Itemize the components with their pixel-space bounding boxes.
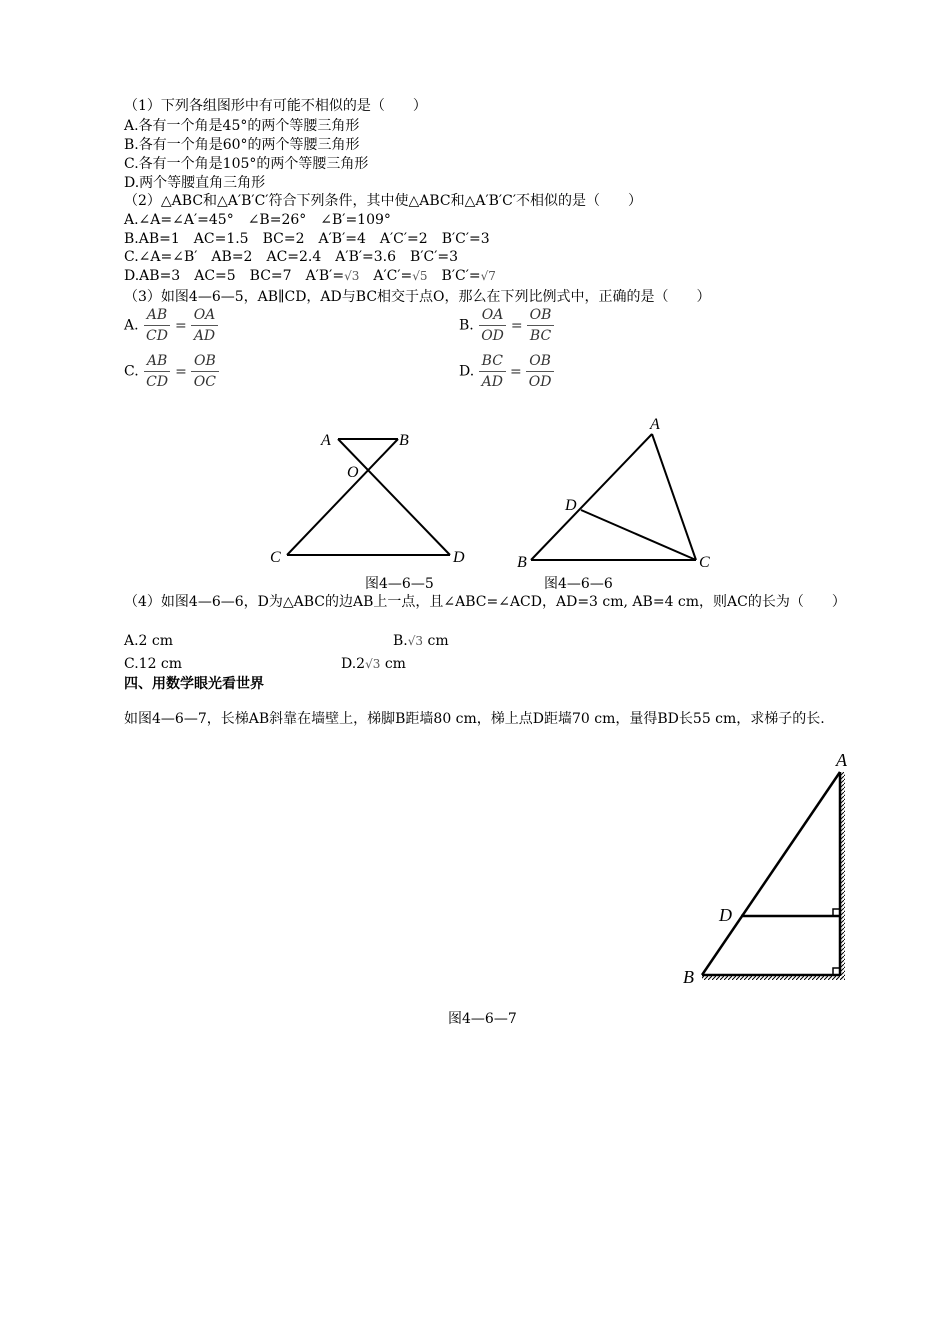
q1-option-c: C.各有一个角是105°的两个等腰三角形 bbox=[124, 156, 369, 172]
q3-stem: （3）如图4—6—5，AB∥CD，AD与BC相交于点O，那么在下列比例式中，正确的是（ ） bbox=[124, 289, 711, 305]
sqrt3-radical: √3 bbox=[365, 657, 381, 671]
fraction: $\frac{BC}{AD}$ bbox=[479, 352, 506, 391]
sqrt3-radical: √3 bbox=[407, 634, 424, 648]
q3-option-c-label: C. bbox=[124, 363, 139, 380]
fig5-caption: 图4—6—5 bbox=[365, 576, 434, 592]
fig5-label-b: B bbox=[399, 432, 409, 449]
fig5-label-a: A bbox=[321, 432, 331, 449]
fig5-label-d: D bbox=[453, 549, 465, 566]
fig7-label-d: D bbox=[719, 905, 732, 925]
figure-4-6-5 bbox=[260, 420, 480, 580]
sqrt3-radical: √3 bbox=[344, 269, 360, 283]
q3-option-b-label: B. bbox=[459, 317, 474, 334]
fig7-label-a: A bbox=[836, 750, 847, 770]
figure-4-6-6 bbox=[510, 410, 730, 575]
fraction: $\frac{AB}{CD}$ bbox=[143, 352, 171, 391]
fraction: $\frac{AB}{CD}$ bbox=[143, 306, 171, 345]
q2-option-d-ac: A′C′= bbox=[359, 268, 413, 284]
fig6-label-c: C bbox=[699, 554, 710, 571]
q1-option-b: B.各有一个角是60°的两个等腰三角形 bbox=[124, 137, 360, 153]
fig6-label-b: B bbox=[517, 554, 527, 571]
fraction: $\frac{OB}{OC}$ bbox=[191, 352, 219, 391]
figure-4-6-7 bbox=[680, 748, 870, 993]
fig5-label-c: C bbox=[270, 549, 281, 566]
fig6-label-d: D bbox=[565, 497, 577, 514]
ladder-ab bbox=[702, 772, 840, 975]
q2-option-d bbox=[124, 267, 496, 285]
q1-stem: （1）下列各组图形中有可能不相似的是（ ） bbox=[124, 98, 427, 114]
segment-ac bbox=[652, 434, 696, 560]
segment-ad bbox=[338, 439, 450, 555]
fig7-label-b: B bbox=[683, 967, 694, 987]
q4-option-a: A.2 cm bbox=[124, 633, 174, 649]
q1-option-a: A.各有一个角是45°的两个等腰三角形 bbox=[124, 118, 360, 134]
fraction: $\frac{OB}{BC}$ bbox=[527, 306, 555, 345]
q1-option-d: D.两个等腰直角三角形 bbox=[124, 175, 266, 191]
segment-ab bbox=[531, 434, 652, 560]
fraction: $\frac{OA}{AD}$ bbox=[191, 306, 219, 345]
q2-stem: （2）△ABC和△A′B′C′符合下列条件，其中使△ABC和△A′B′C′不相似的是（ ） bbox=[124, 193, 643, 209]
sqrt5-radical: √5 bbox=[412, 269, 428, 283]
q3-option-b: B. $\frac{OA}{OD}$ = $\frac{OB}{BC}$ bbox=[459, 306, 554, 345]
section-heading: 四、用数学眼光看世界 bbox=[124, 676, 264, 692]
q3-option-d: D. $\frac{BC}{AD}$ = $\frac{OB}{OD}$ bbox=[459, 352, 554, 391]
q4-option-d: D.2√3 cm bbox=[341, 656, 406, 672]
sqrt7-radical: √7 bbox=[480, 269, 496, 283]
q4-stem: （4）如图4—6—6，D为△ABC的边AB上一点，且∠ABC=∠ACD，AD=3 cm, AB=4 cm，则AC的长为（ ） bbox=[124, 594, 846, 610]
q3-option-a: A. $\frac{AB}{CD}$ = $\frac{OA}{AD}$ bbox=[124, 306, 218, 345]
q2-option-c: C.∠A=∠B′ AB=2 AC=2.4 A′B′=3.6 B′C′=3 bbox=[124, 249, 459, 265]
q2-option-a: A.∠A=∠A′=45° ∠B=26° ∠B′=109° bbox=[124, 212, 391, 228]
q2-option-b: B.AB=1 AC=1.5 BC=2 A′B′=4 A′C′=2 B′C′=3 bbox=[124, 231, 490, 247]
section4-problem: 如图4—6—7，长梯AB斜靠在墙壁上，梯脚B距墙80 cm，梯上点D距墙70 cm，量得BD长55 cm，求梯子的长. bbox=[124, 711, 825, 727]
fig7-caption: 图4—6—7 bbox=[448, 1011, 517, 1027]
fraction: $\frac{OB}{OD}$ bbox=[526, 352, 555, 391]
q3-option-c: C. $\frac{AB}{CD}$ = $\frac{OB}{OC}$ bbox=[124, 352, 219, 391]
q2-option-d-bc: B′C′= bbox=[427, 268, 481, 284]
fig6-caption: 图4—6—6 bbox=[544, 576, 613, 592]
fraction: $\frac{OA}{OD}$ bbox=[478, 306, 507, 345]
q2-option-d-prefix: D.AB=3 AC=5 BC=7 A′B′= bbox=[124, 268, 345, 284]
q3-option-d-label: D. bbox=[459, 363, 475, 380]
segment-dc bbox=[581, 510, 696, 560]
fig6-label-a: A bbox=[650, 416, 660, 433]
q3-option-a-label: A. bbox=[124, 317, 139, 334]
fig5-label-o: O bbox=[347, 464, 359, 481]
q4-option-b: B.√3 cm bbox=[393, 633, 449, 649]
q4-option-c: C.12 cm bbox=[124, 656, 183, 672]
segment-bc bbox=[287, 439, 398, 555]
